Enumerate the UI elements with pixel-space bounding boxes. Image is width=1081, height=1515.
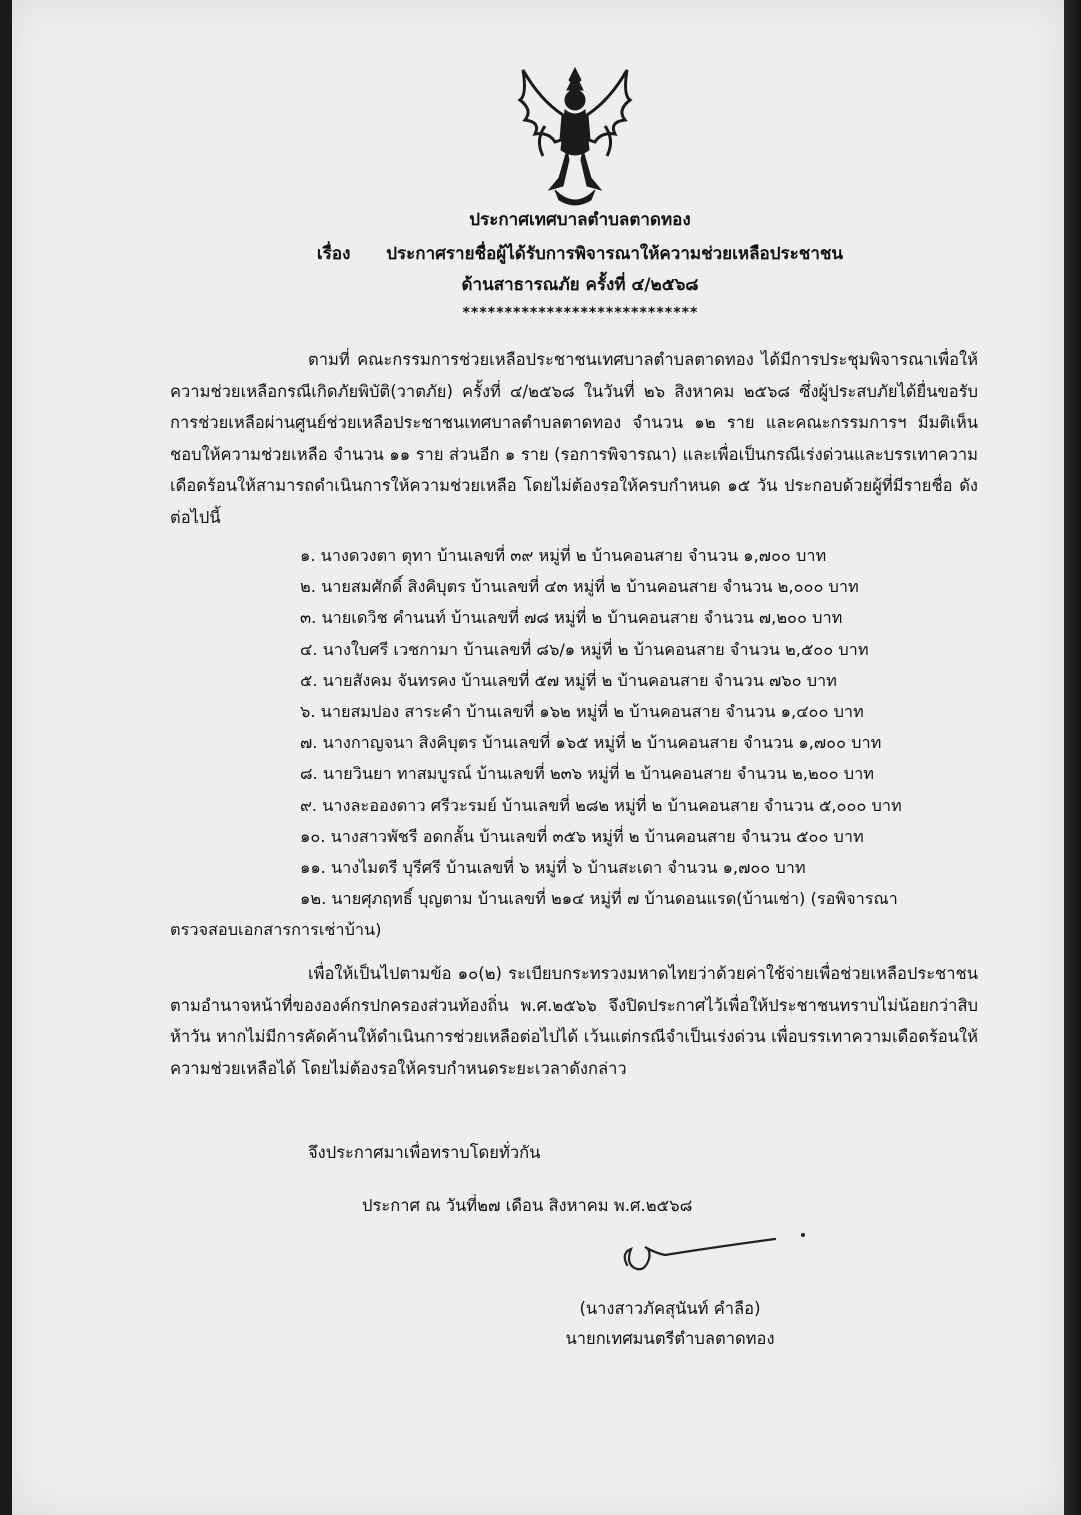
subject-line bbox=[120, 240, 1040, 267]
closing-line: จึงประกาศมาเพื่อทราบโดยทั่วกัน bbox=[308, 1143, 541, 1162]
list-item: ๔. นางใบศรี เวชกามา บ้านเลขที่ ๘๖/๑ หมู่ที่ ๒ บ้านคอนสาย จำนวน ๒,๕๐๐ บาท bbox=[300, 639, 869, 659]
signer-name: (นางสาวภัคสุนันท์ คำลือ) bbox=[579, 1299, 761, 1318]
handwritten-signature bbox=[615, 1225, 815, 1285]
paragraph-regulation: เพื่อให้เป็นไปตามข้อ ๑๐(๒) ระเบียบกระทรวงมหาดไทยว่าด้วยค่าใช้จ่ายเพื่อช่วยเหลือประชาชนตามอำนาจหน้าที่ขององค์กรปกครองส่วนท้องถิ่น พ.ศ.๒๕๖๖ จึงปิดประกาศไว้เพื่อให้ประชาชนทราบไม่น้อยกว่าสิบห้าวัน หากไม่มีการคัดค้านให้ดำเนินการช่วยเหลือต่อไปได้ เว้นแต่กรณีจำเป็นเร่งด่วน เพื่อบรรเทาความเดือดร้อนให้ความช่วยเหลือได้ โดยไม่ต้องรอให้ครบกำหนดระยะเวลาดังกล่าว bbox=[170, 964, 978, 1078]
subject-line-2: ด้านสาธารณภัย ครั้งที่ ๔/๒๕๖๘ bbox=[461, 275, 699, 295]
announcement-date: ประกาศ ณ วันที่๒๗ เดือน สิงหาคม พ.ศ.๒๕๖๘ bbox=[362, 1196, 693, 1215]
subject-label: เรื่อง bbox=[316, 244, 351, 264]
scan-edge bbox=[1064, 0, 1081, 1515]
garuda-emblem-icon bbox=[505, 60, 645, 210]
paragraph-intro: ตามที่ คณะกรรมการช่วยเหลือประชาชนเทศบาลตำบลตาดทอง ได้มีการประชุมพิจารณาเพื่อให้ความช่วยเหลือกรณีเกิดภัยพิบัติ(วาตภัย) ครั้งที่ ๔/๒๕๖๘ ในวันที่ ๒๖ สิงหาคม ๒๕๖๘ ซึ่งผู้ประสบภัยได้ยื่นขอรับการช่วยเหลือผ่านศูนย์ช่วยเหลือประชาชนเทศบาลตำบลตาดทอง จำนวน ๑๒ ราย และคณะกรรมการฯ มีมติเห็นชอบให้ความช่วยเหลือ จำนวน ๑๑ ราย ส่วนอีก ๑ ราย (รอการพิจารณา) และเพื่อเป็นกรณีเร่งด่วนและบรรเทาความเดือดร้อนให้สามารถดำเนินการให้ความช่วยเหลือ โดยไม่ต้องรอให้ครบกำหนด ๑๕ วัน ประกอบด้วยผู้ที่มีรายชื่อ ดังต่อไปนี้ bbox=[170, 350, 978, 527]
list-item: ๖. นายสมปอง สาระคำ บ้านเลขที่ ๑๖๒ หมู่ที่ ๒ บ้านคอนสาย จำนวน ๑,๔๐๐ บาท bbox=[300, 701, 864, 721]
list-item: ๒. นายสมศักดิ์ สิงคิบุตร บ้านเลขที่ ๔๓ หมู่ที่ ๒ บ้านคอนสาย จำนวน ๒,๐๐๐ บาท bbox=[300, 577, 859, 597]
list-item: ๗. นางกาญจนา สิงคิบุตร บ้านเลขที่ ๑๖๕ หมู่ที่ ๒ บ้านคอนสาย จำนวน ๑,๗๐๐ บาท bbox=[300, 733, 882, 753]
list-continuation: ตรวจสอบเอกสารการเช่าบ้าน) bbox=[170, 920, 382, 939]
separator: **************************** bbox=[461, 305, 698, 321]
list-item: ๑๑. นางไมตรี บุรีศรี บ้านเลขที่ ๖ หมู่ที่ ๖ บ้านสะเดา จำนวน ๑,๗๐๐ บาท bbox=[300, 857, 806, 877]
recipient-list bbox=[300, 540, 990, 914]
list-item: ๙. นางละอองดาว ศรีวะรมย์ บ้านเลขที่ ๒๘๒ หมู่ที่ ๒ บ้านคอนสาย จำนวน ๕,๐๐๐ บาท bbox=[300, 795, 902, 815]
list-item: ๑๐. นางสาวพัชรี อดกลั้น บ้านเลขที่ ๓๕๖ หมู่ที่ ๒ บ้านคอนสาย จำนวน ๕๐๐ บาท bbox=[300, 826, 864, 846]
list-item: ๘. นายวินยา ทาสมบูรณ์ บ้านเลขที่ ๒๓๖ หมู่ที่ ๒ บ้านคอนสาย จำนวน ๒,๒๐๐ บาท bbox=[300, 764, 874, 784]
subject-text: ประกาศรายชื่อผู้ได้รับการพิจารณาให้ความช่วยเหลือประชาชน bbox=[386, 244, 844, 264]
list-item: ๑๒. นายศุภฤทธิ์ บุญตาม บ้านเลขที่ ๒๑๔ หมู่ที่ ๗ บ้านดอนแรด(บ้านเช่า) (รอพิจารณา bbox=[300, 889, 898, 909]
list-item: ๕. นายสังคม จันทรคง บ้านเลขที่ ๕๗ หมู่ที่ ๒ บ้านคอนสาย จำนวน ๗๖๐ บาท bbox=[300, 670, 837, 690]
list-item: ๑. นางดวงตา ตุทา บ้านเลขที่ ๓๙ หมู่ที่ ๒ บ้านคอนสาย จำนวน ๑,๗๐๐ บาท bbox=[300, 546, 827, 565]
list-item: ๓. นายเดวิช คำนนท์ บ้านเลขที่ ๗๘ หมู่ที่ ๒ บ้านคอนสาย จำนวน ๗,๒๐๐ บาท bbox=[300, 608, 843, 628]
signer-position: นายกเทศมนตรีตำบลตาดทอง bbox=[565, 1329, 775, 1348]
document-title: ประกาศเทศบาลตำบลตาดทอง bbox=[469, 210, 691, 230]
